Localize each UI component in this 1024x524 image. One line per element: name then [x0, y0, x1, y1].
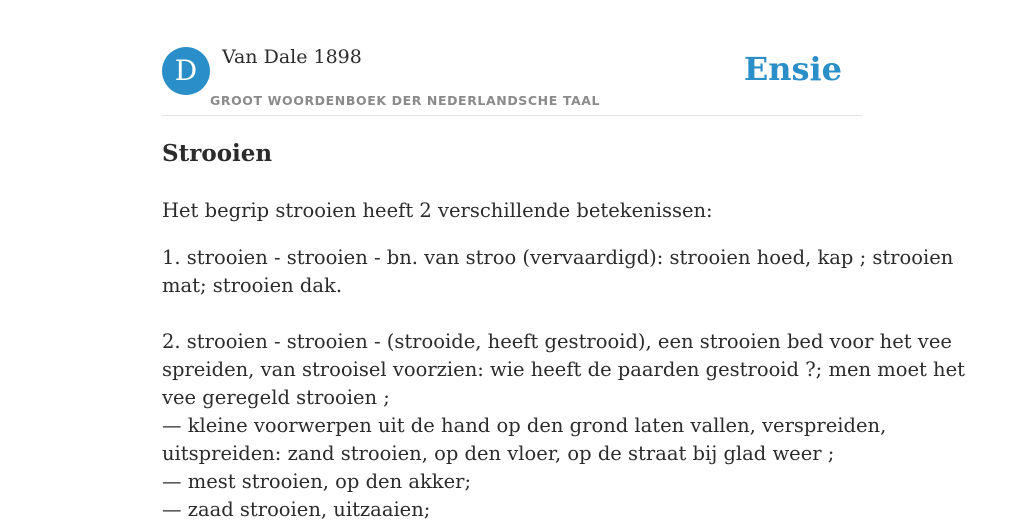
definition-line: — zaad strooien, uitzaaien;	[162, 498, 431, 521]
definition-spacer	[162, 300, 862, 328]
definition-line: 2. strooien - strooien - (strooide, heeft gestrooid), een strooien bed voor het vee	[162, 330, 952, 353]
source-subtitle: GROOT WOORDENBOEK DER NEDERLANDSCHE TAAL	[210, 93, 601, 108]
definition-line: spreiden, van strooisel voorzien: wie heeft de paarden gestrooid ?; men moet het	[162, 358, 965, 381]
entry-content	[162, 137, 965, 524]
definition-line: vee geregeld strooien ;	[162, 386, 390, 409]
source-title[interactable]: Van Dale 1898	[222, 46, 362, 68]
brand-logo[interactable]: Ensie	[743, 50, 842, 88]
definition-line: — kleine voorwerpen uit de hand op den grond laten vallen, verspreiden,	[162, 414, 887, 437]
definition-line: uitspreiden: zand strooien, op den vloer, op de straat bij glad weer ;	[162, 442, 835, 465]
definition-line: — mest strooien, op den akker;	[162, 470, 472, 493]
definition-line: mat; strooien dak.	[162, 274, 343, 297]
definition-2	[162, 328, 965, 524]
source-logo[interactable]: D	[162, 47, 210, 95]
definition-line: 1. strooien - strooien - bn. van stroo (vervaardigd): strooien hoed, kap ; strooien	[162, 246, 954, 269]
source-header	[162, 46, 862, 116]
definition-1	[162, 244, 954, 300]
entry-intro: Het begrip strooien heeft 2 verschillende betekenissen:	[162, 199, 713, 222]
entry-title: Strooien	[162, 140, 273, 167]
